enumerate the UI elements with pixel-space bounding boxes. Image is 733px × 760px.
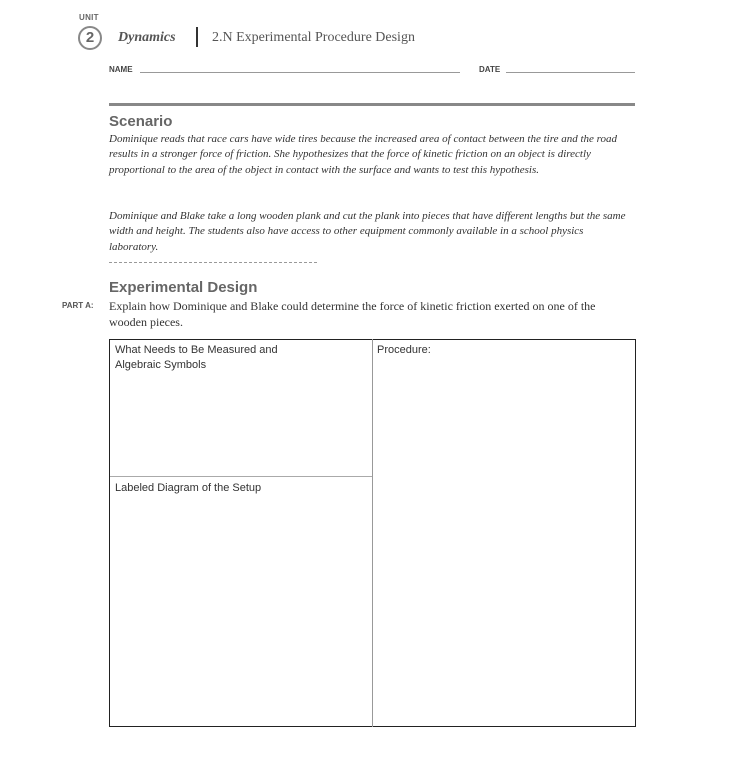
section-divider	[109, 103, 635, 106]
scenario-paragraph: Dominique and Blake take a long wooden plank and cut the plank into pieces that have different lengths but the same width and height. The students also have access to other equipment commonly available in a school physics laboratory.	[109, 210, 626, 253]
experimental-design-heading: Experimental Design	[109, 279, 258, 296]
scenario-heading: Scenario	[109, 113, 173, 130]
title-divider	[196, 27, 198, 47]
column-divider	[372, 339, 373, 727]
unit-number-badge: 2	[78, 26, 102, 50]
procedure-cell[interactable]: Procedure:	[377, 344, 431, 356]
row-divider	[110, 476, 372, 477]
measured-quantities-cell[interactable]: What Needs to Be Measured and Algebraic Symbols	[115, 344, 278, 371]
date-field[interactable]	[506, 72, 635, 73]
lesson-title: 2.N Experimental Procedure Design	[212, 30, 415, 45]
unit-title: Dynamics	[118, 30, 176, 45]
date-label: DATE	[479, 65, 501, 74]
part-label: PART A:	[62, 301, 94, 310]
name-label: NAME	[109, 65, 133, 74]
unit-label: UNIT	[79, 13, 99, 22]
diagram-cell[interactable]: Labeled Diagram of the Setup	[115, 482, 262, 494]
name-field[interactable]	[140, 72, 460, 73]
part-instructions: Explain how Dominique and Blake could determine the force of kinetic friction exerted on one of the wooden pieces.	[109, 299, 596, 329]
scenario-paragraph: Dominique reads that race cars have wide tires because the increased area of contact between the tire and the road results in a stronger force of friction. She hypothesizes that the force of kinetic friction on an object is directly proportional to the area of the object in contact with the surface and wants to test this hypothesis.	[109, 133, 618, 176]
dashed-divider	[109, 262, 317, 263]
